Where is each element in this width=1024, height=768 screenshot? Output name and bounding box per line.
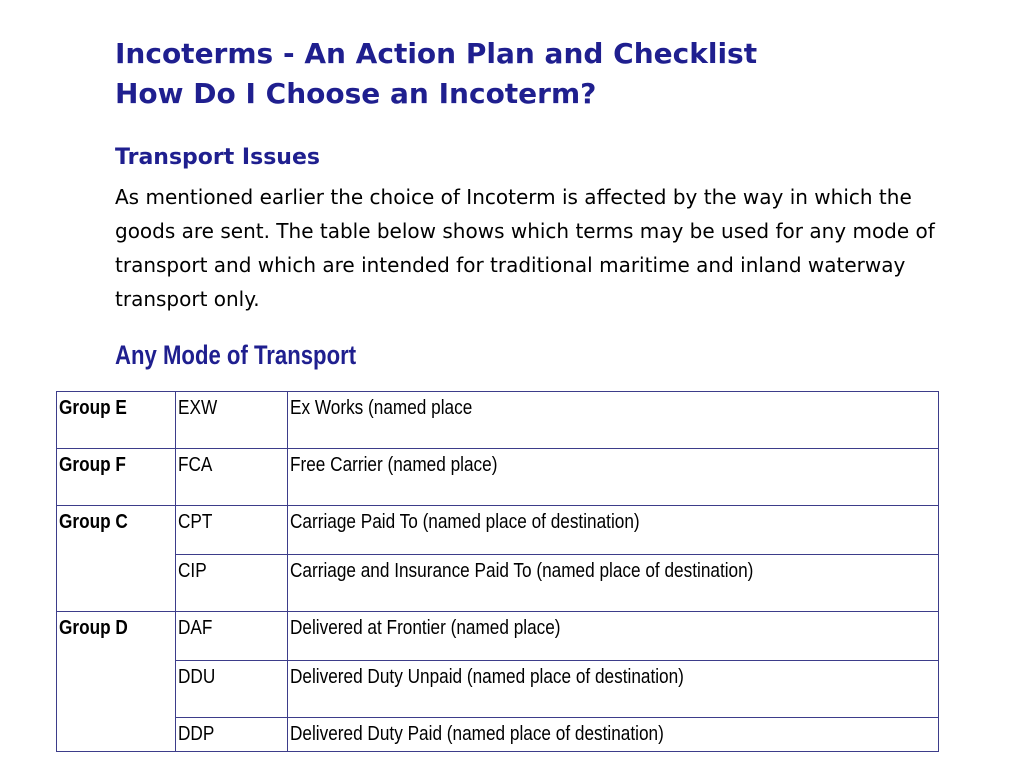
term-description: Delivered at Frontier (named place) [290, 617, 561, 639]
term-code: FCA [178, 454, 213, 476]
term-description-cell [288, 506, 939, 555]
term-description-cell [288, 392, 939, 449]
term-description: Delivered Duty Unpaid (named place of destination) [290, 666, 684, 688]
term-code-cell [176, 612, 288, 661]
group-cell [57, 612, 176, 752]
term-description-cell [288, 612, 939, 661]
group-cell [57, 449, 176, 506]
term-description-cell [288, 449, 939, 506]
table-row [57, 718, 939, 752]
table-row [57, 506, 939, 555]
incoterms-table [56, 391, 939, 752]
term-description: Delivered Duty Paid (named place of destination) [290, 723, 664, 745]
group-label: Group E [59, 397, 127, 419]
term-code-cell [176, 449, 288, 506]
slide-title [115, 34, 757, 114]
term-description: Ex Works (named place [290, 397, 473, 419]
term-code-cell [176, 718, 288, 752]
term-code-cell [176, 555, 288, 612]
table-row [57, 449, 939, 506]
table-row [57, 392, 939, 449]
term-description: Free Carrier (named place) [290, 454, 498, 476]
term-code: EXW [178, 397, 218, 419]
group-cell [57, 392, 176, 449]
term-description-cell [288, 661, 939, 718]
table-subheading: Any Mode of Transport [115, 340, 357, 370]
table-row [57, 555, 939, 612]
term-code-cell [176, 661, 288, 718]
term-description: Carriage and Insurance Paid To (named place of destination) [290, 560, 754, 582]
title-line-2: How Do I Choose an Incoterm? [115, 77, 597, 110]
group-label: Group F [59, 454, 126, 476]
term-code: DDU [178, 666, 216, 688]
term-code: DDP [178, 723, 215, 745]
group-label: Group C [59, 511, 128, 533]
term-description: Carriage Paid To (named place of destination) [290, 511, 640, 533]
term-code-cell [176, 392, 288, 449]
term-code-cell [176, 506, 288, 555]
title-line-1: Incoterms - An Action Plan and Checklist [115, 37, 758, 70]
term-description-cell [288, 555, 939, 612]
table-row [57, 612, 939, 661]
group-cell [57, 506, 176, 612]
body-paragraph: As mentioned earlier the choice of Incoterm is affected by the way in which the goods are sent. The table below shows which terms may be used for any mode of transport and which are intended for traditional maritime and inland waterway transport only. [115, 185, 935, 311]
term-description-cell [288, 718, 939, 752]
table-row [57, 661, 939, 718]
term-code: DAF [178, 617, 213, 639]
term-code: CIP [178, 560, 207, 582]
group-label: Group D [59, 617, 128, 639]
term-code: CPT [178, 511, 213, 533]
section-heading: Transport Issues [115, 145, 320, 170]
